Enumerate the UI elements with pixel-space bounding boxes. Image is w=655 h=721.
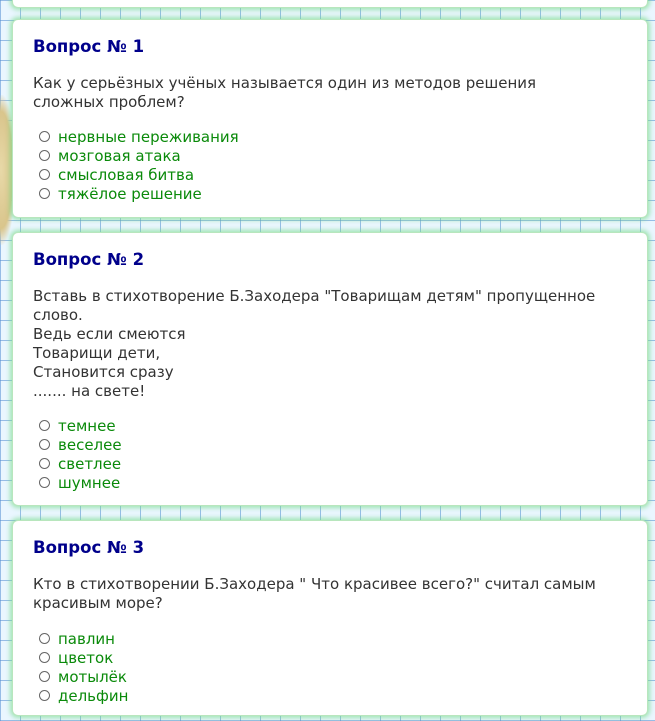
answer-option[interactable]: павлин — [39, 629, 128, 648]
question-title: Вопрос № 3 — [33, 538, 145, 557]
answer-option[interactable]: дельфин — [39, 686, 128, 705]
radio-button[interactable] — [39, 458, 50, 469]
answer-option[interactable]: темнее — [39, 416, 122, 435]
radio-button[interactable] — [39, 633, 50, 644]
radio-button[interactable] — [39, 477, 50, 488]
answer-options — [39, 629, 128, 705]
answer-options — [39, 416, 122, 492]
answer-option[interactable]: смысловая битва — [39, 165, 239, 184]
answer-option[interactable]: мозговая атака — [39, 146, 239, 165]
radio-button[interactable] — [39, 131, 50, 142]
radio-button[interactable] — [39, 188, 50, 199]
question-title: Вопрос № 2 — [33, 250, 145, 269]
question-text: Вставь в стихотворение Б.Заходера "Товарищам детям" пропущенное слово. Ведь если смеются Товарищи дети, Становится сразу ....... на свете! — [33, 287, 596, 400]
previous-card-edge — [12, 0, 648, 8]
answer-option[interactable]: мотылёк — [39, 667, 128, 686]
radio-button[interactable] — [39, 671, 50, 682]
answer-option[interactable]: светлее — [39, 454, 122, 473]
question-text: Как у серьёзных учёных называется один из методов решения сложных проблем? — [33, 74, 537, 111]
radio-button[interactable] — [39, 652, 50, 663]
question-card-3 — [12, 520, 648, 716]
question-title: Вопрос № 1 — [33, 37, 145, 56]
question-text: Кто в стихотворении Б.Заходера " Что красивее всего?" считал самым красивым море? — [33, 575, 596, 612]
radio-button[interactable] — [39, 169, 50, 180]
answer-options — [39, 127, 239, 203]
answer-option[interactable]: тяжёлое решение — [39, 184, 239, 203]
answer-option[interactable]: цветок — [39, 648, 128, 667]
question-card-1 — [12, 19, 648, 218]
radio-button[interactable] — [39, 420, 50, 431]
answer-option[interactable]: веселее — [39, 435, 122, 454]
radio-button[interactable] — [39, 690, 50, 701]
question-card-2 — [12, 232, 648, 506]
radio-button[interactable] — [39, 150, 50, 161]
radio-button[interactable] — [39, 439, 50, 450]
answer-option[interactable]: нервные переживания — [39, 127, 239, 146]
answer-option[interactable]: шумнее — [39, 473, 122, 492]
